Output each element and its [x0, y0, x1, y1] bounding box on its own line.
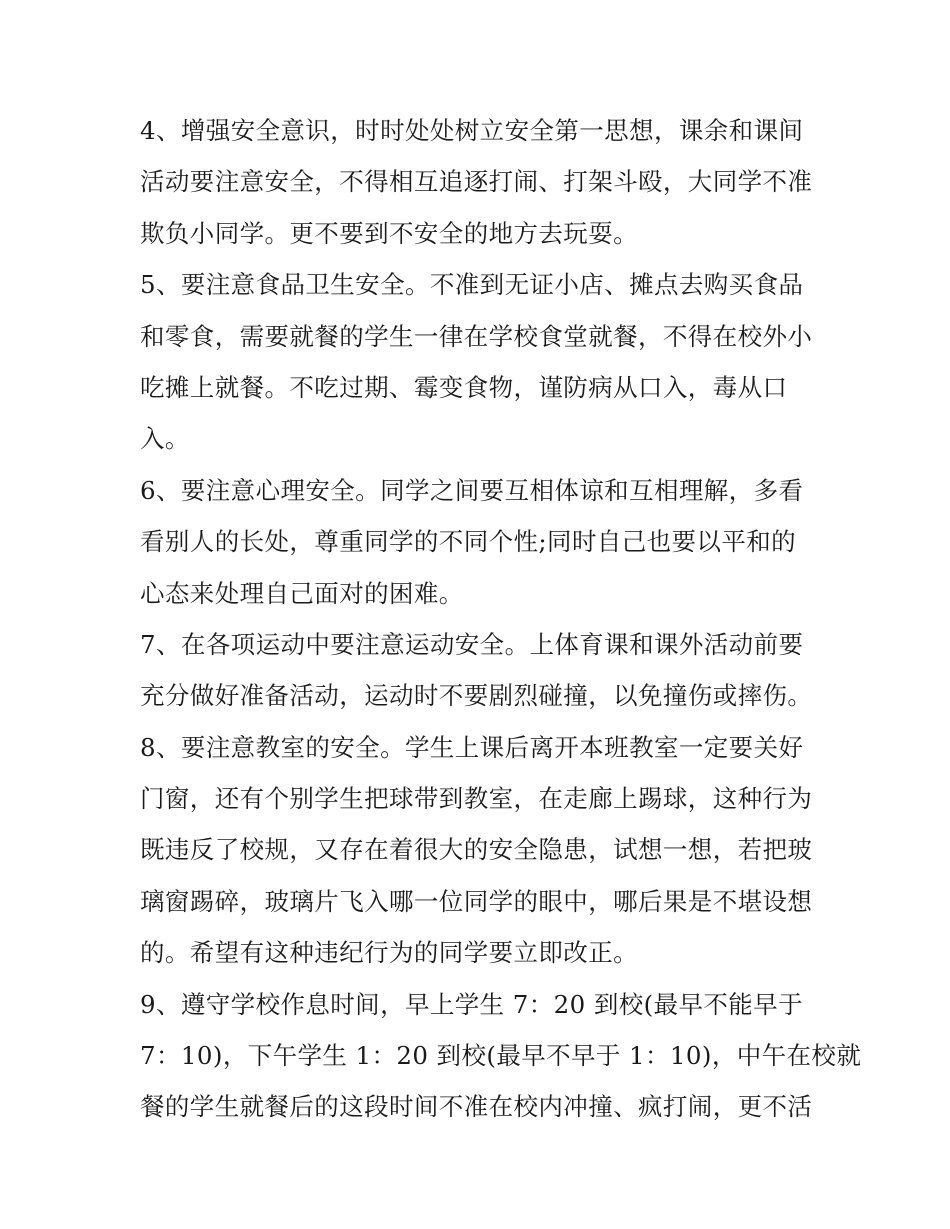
- text-line: 欺负小同学。更不要到不安全的地方去玩耍。: [140, 218, 638, 248]
- text-line: 活动要注意安全，不得相互追逐打闹、打架斗殴，大同学不准: [140, 167, 813, 197]
- text-line: 6、要注意心理安全。同学之间要互相体谅和互相理解，多看: [140, 475, 804, 505]
- text-line: 7、在各项运动中要注意运动安全。上体育课和课外活动前要: [140, 629, 804, 659]
- text-line: 7：10)，下午学生 1：20 到校(最早不早于 1：10)，中午在校就: [140, 1041, 862, 1071]
- text-line: 充分做好准备活动，运动时不要剧烈碰撞，以免撞伤或摔伤。: [140, 681, 813, 711]
- text-line: 入。: [140, 424, 190, 454]
- text-line: 8、要注意教室的安全。学生上课后离开本班教室一定要关好: [140, 732, 804, 762]
- body-text: [140, 108, 862, 1136]
- text-line: 9、遵守学校作息时间，早上学生 7：20 到校(最早不能早于: [140, 989, 803, 1019]
- text-line: 看别人的长处，尊重同学的不同个性;同时自己也要以平和的: [140, 527, 797, 557]
- text-line: 心态来处理自己面对的困难。: [140, 578, 464, 608]
- text-line: 和零食，需要就餐的学生一律在学校食堂就餐，不得在校外小: [140, 321, 813, 351]
- text-line: 既违反了校规，又存在着很大的安全隐患，试想一想，若把玻: [140, 835, 813, 865]
- text-line: 餐的学生就餐后的这段时间不准在校内冲撞、疯打闹，更不活: [140, 1092, 813, 1122]
- text-line: 璃窗踢碎，玻璃片飞入哪一位同学的眼中，哪后果是不堪设想: [140, 886, 813, 916]
- text-line: 5、要注意食品卫生安全。不准到无证小店、摊点去购买食品: [140, 270, 804, 300]
- text-line: 吃摊上就餐。不吃过期、霉变食物，谨防病从口入，毒从口: [140, 372, 788, 402]
- text-line: 门窗，还有个别学生把球带到教室，在走廊上踢球，这种行为: [140, 784, 813, 814]
- text-line: 的。希望有这种违纪行为的同学要立即改正。: [140, 938, 638, 968]
- text-line: 4、增强安全意识，时时处处树立安全第一思想，课余和课间: [140, 116, 804, 145]
